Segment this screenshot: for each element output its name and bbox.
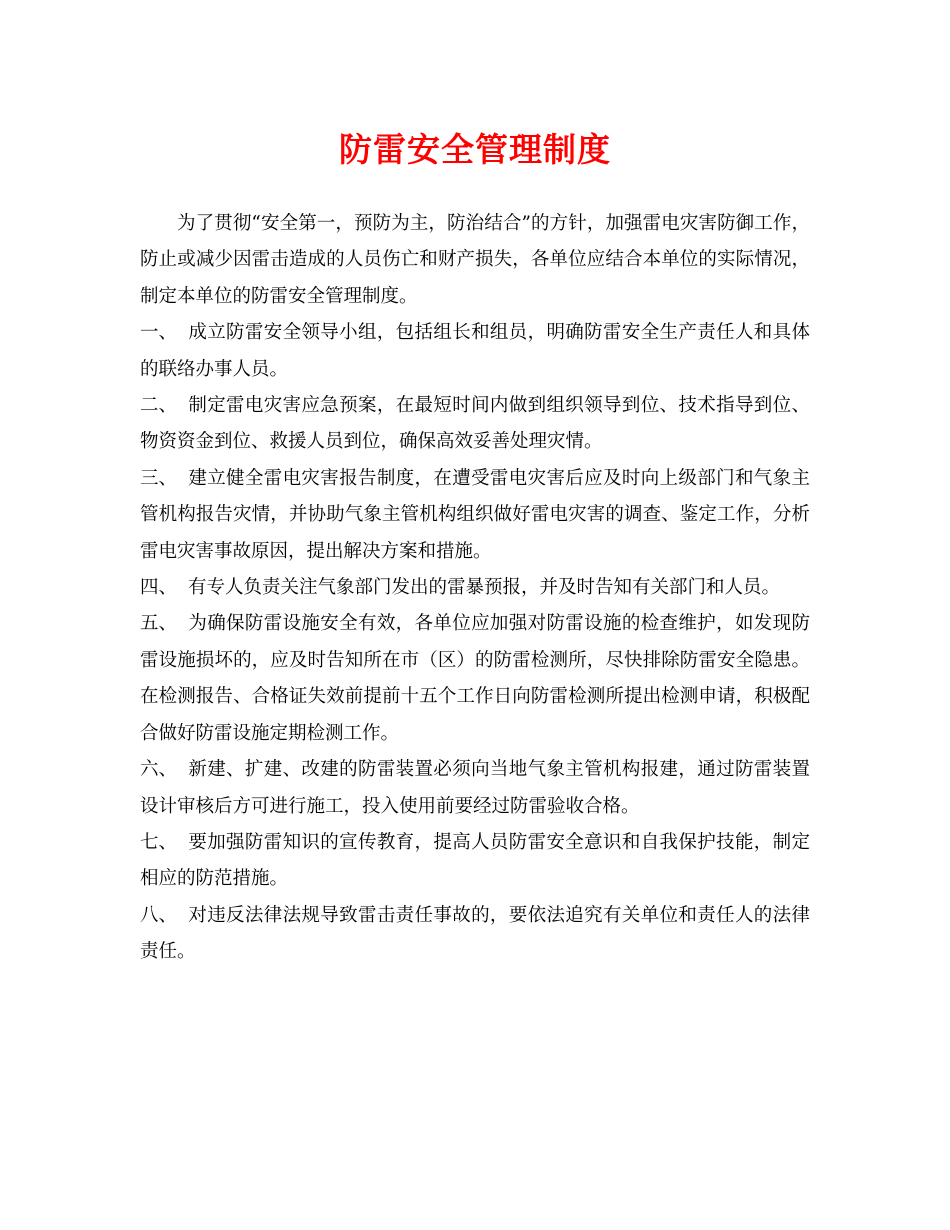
list-item-4	[140, 570, 810, 606]
item-number: 一、	[140, 322, 178, 344]
list-item-6	[140, 752, 810, 825]
item-number: 八、	[140, 904, 178, 926]
intro-paragraph: 为了贯彻“安全第一，预防为主，防治结合”的方针，加强雷电灾害防御工作，防止或减少因雷击造成的人员伤亡和财产损失，各单位应结合本单位的实际情况，制定本单位的防雷安全管理制度。	[140, 213, 810, 307]
item-text: 对违反法律法规导致雷击责任事故的，要依法追究有关单位和责任人的法律责任。	[140, 904, 810, 963]
item-text: 为确保防雷设施安全有效，各单位应加强对防雷设施的检查维护，如发现防雷设施损坏的，应及时告知所在市（区）的防雷检测所，尽快排除防雷安全隐患。在检测报告、合格证失效前提前十五个工作日向防雷检测所提出检测申请，积极配合做好防雷设施定期检测工作。	[140, 613, 810, 744]
item-number: 三、	[140, 467, 178, 489]
item-number: 二、	[140, 395, 178, 417]
list-item-3	[140, 461, 810, 570]
item-number: 五、	[140, 613, 178, 635]
item-number: 四、	[140, 577, 178, 599]
item-text: 制定雷电灾害应急预案，在最短时间内做到组织领导到位、技术指导到位、物资资金到位、救援人员到位，确保高效妥善处理灾情。	[140, 395, 810, 453]
item-text: 要加强防雷知识的宣传教育，提高人员防雷安全意识和自我保护技能，制定相应的防范措施。	[140, 831, 810, 890]
list-item-5	[140, 606, 810, 752]
item-number: 七、	[140, 831, 178, 853]
document-body	[140, 206, 810, 971]
item-text: 建立健全雷电灾害报告制度，在遭受雷电灾害后应及时向上级部门和气象主管机构报告灾情，并协助气象主管机构组织做好雷电灾害的调查、鉴定工作，分析雷电灾害事故原因，提出解决方案和措施。	[140, 467, 810, 562]
list-item-7	[140, 825, 810, 898]
list-item-2	[140, 388, 810, 461]
item-text: 新建、扩建、改建的防雷装置必须向当地气象主管机构报建，通过防雷装置设计审核后方可进行施工，投入使用前要经过防雷验收合格。	[140, 759, 810, 817]
item-number: 六、	[140, 759, 178, 781]
document-title: 防雷安全管理制度	[339, 130, 611, 169]
list-item-8	[140, 898, 810, 971]
item-text: 成立防雷安全领导小组，包括组长和组员，明确防雷安全生产责任人和具体的联络办事人员。	[140, 322, 810, 380]
list-item-1	[140, 315, 810, 388]
item-text: 有专人负责关注气象部门发出的雷暴预报，并及时告知有关部门和人员。	[188, 577, 781, 599]
